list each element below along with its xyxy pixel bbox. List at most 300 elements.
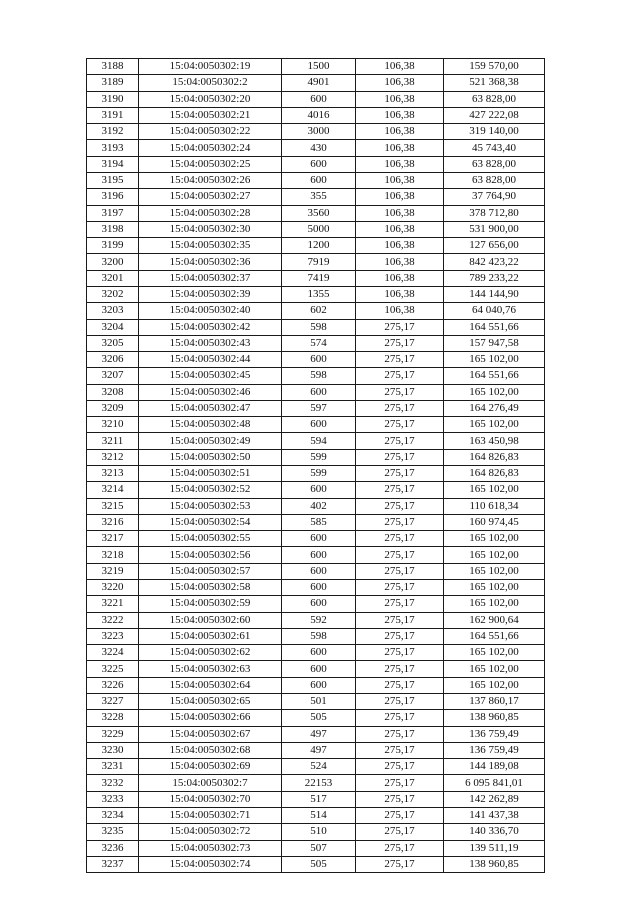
table-row — [87, 335, 545, 351]
cadastral-number-cell: 15:04:0050302:47 — [139, 400, 282, 416]
table-row — [87, 449, 545, 465]
table-row — [87, 628, 545, 644]
unit-value-cell: 275,17 — [356, 466, 444, 482]
cadastral-value-cell: 63 828,00 — [444, 156, 545, 172]
unit-value-cell: 275,17 — [356, 726, 444, 742]
unit-value-cell: 106,38 — [356, 205, 444, 221]
unit-value-cell: 275,17 — [356, 775, 444, 791]
cadastral-value-cell: 531 900,00 — [444, 221, 545, 237]
cadastral-value-cell: 165 102,00 — [444, 352, 545, 368]
unit-value-cell: 106,38 — [356, 107, 444, 123]
area-cell: 600 — [282, 91, 356, 107]
table-row — [87, 303, 545, 319]
table-row — [87, 563, 545, 579]
row-number-cell: 3236 — [87, 840, 139, 856]
cadastral-number-cell: 15:04:0050302:58 — [139, 580, 282, 596]
cadastral-number-cell: 15:04:0050302:44 — [139, 352, 282, 368]
area-cell: 3000 — [282, 124, 356, 140]
row-number-cell: 3217 — [87, 531, 139, 547]
unit-value-cell: 106,38 — [356, 91, 444, 107]
row-number-cell: 3207 — [87, 368, 139, 384]
table-row — [87, 580, 545, 596]
unit-value-cell: 275,17 — [356, 563, 444, 579]
cadastral-value-cell: 142 262,89 — [444, 791, 545, 807]
cadastral-number-cell: 15:04:0050302:40 — [139, 303, 282, 319]
area-cell: 7419 — [282, 270, 356, 286]
area-cell: 598 — [282, 628, 356, 644]
cadastral-number-cell: 15:04:0050302:30 — [139, 221, 282, 237]
area-cell: 600 — [282, 677, 356, 693]
cadastral-value-cell: 159 570,00 — [444, 59, 545, 75]
unit-value-cell: 275,17 — [356, 645, 444, 661]
unit-value-cell: 275,17 — [356, 661, 444, 677]
cadastral-number-cell: 15:04:0050302:35 — [139, 238, 282, 254]
cadastral-value-cell: 110 618,34 — [444, 498, 545, 514]
area-cell: 510 — [282, 824, 356, 840]
cadastral-value-cell: 64 040,76 — [444, 303, 545, 319]
row-number-cell: 3216 — [87, 514, 139, 530]
row-number-cell: 3233 — [87, 791, 139, 807]
cadastral-number-cell: 15:04:0050302:24 — [139, 140, 282, 156]
row-number-cell: 3235 — [87, 824, 139, 840]
area-cell: 600 — [282, 563, 356, 579]
row-number-cell: 3189 — [87, 75, 139, 91]
unit-value-cell: 106,38 — [356, 59, 444, 75]
area-cell: 4016 — [282, 107, 356, 123]
area-cell: 22153 — [282, 775, 356, 791]
cadastral-number-cell: 15:04:0050302:50 — [139, 449, 282, 465]
unit-value-cell: 106,38 — [356, 156, 444, 172]
cadastral-value-cell: 319 140,00 — [444, 124, 545, 140]
table-row — [87, 742, 545, 758]
row-number-cell: 3190 — [87, 91, 139, 107]
cadastral-value-cell: 378 712,80 — [444, 205, 545, 221]
cadastral-value-cell: 165 102,00 — [444, 645, 545, 661]
unit-value-cell: 275,17 — [356, 384, 444, 400]
unit-value-cell: 275,17 — [356, 628, 444, 644]
unit-value-cell: 275,17 — [356, 547, 444, 563]
cadastral-value-cell: 165 102,00 — [444, 661, 545, 677]
table-row — [87, 221, 545, 237]
cadastral-number-cell: 15:04:0050302:37 — [139, 270, 282, 286]
row-number-cell: 3202 — [87, 286, 139, 302]
cadastral-number-cell: 15:04:0050302:19 — [139, 59, 282, 75]
cadastral-value-cell: 164 826,83 — [444, 466, 545, 482]
area-cell: 430 — [282, 140, 356, 156]
row-number-cell: 3223 — [87, 628, 139, 644]
area-cell: 5000 — [282, 221, 356, 237]
area-cell: 598 — [282, 368, 356, 384]
cadastral-number-cell: 15:04:0050302:74 — [139, 856, 282, 872]
table-row — [87, 172, 545, 188]
table-row — [87, 661, 545, 677]
table-row — [87, 368, 545, 384]
unit-value-cell: 275,17 — [356, 482, 444, 498]
cadastral-number-cell: 15:04:0050302:22 — [139, 124, 282, 140]
cadastral-number-cell: 15:04:0050302:69 — [139, 759, 282, 775]
cadastral-value-cell: 136 759,49 — [444, 742, 545, 758]
unit-value-cell: 275,17 — [356, 531, 444, 547]
row-number-cell: 3214 — [87, 482, 139, 498]
unit-value-cell: 106,38 — [356, 270, 444, 286]
area-cell: 3560 — [282, 205, 356, 221]
cadastral-value-cell: 45 743,40 — [444, 140, 545, 156]
unit-value-cell: 275,17 — [356, 596, 444, 612]
unit-value-cell: 275,17 — [356, 352, 444, 368]
cadastral-number-cell: 15:04:0050302:71 — [139, 807, 282, 823]
table-body — [87, 59, 545, 873]
row-number-cell: 3213 — [87, 466, 139, 482]
table-row — [87, 319, 545, 335]
cadastral-value-cell: 164 276,49 — [444, 400, 545, 416]
cadastral-value-cell: 160 974,45 — [444, 514, 545, 530]
cadastral-number-cell: 15:04:0050302:66 — [139, 710, 282, 726]
table-row — [87, 856, 545, 872]
cadastral-value-cell: 842 423,22 — [444, 254, 545, 270]
cadastral-number-cell: 15:04:0050302:42 — [139, 319, 282, 335]
table-row — [87, 514, 545, 530]
cadastral-number-cell: 15:04:0050302:63 — [139, 661, 282, 677]
table-row — [87, 677, 545, 693]
unit-value-cell: 275,17 — [356, 710, 444, 726]
unit-value-cell: 275,17 — [356, 791, 444, 807]
table-row — [87, 710, 545, 726]
table-row — [87, 254, 545, 270]
cadastral-number-cell: 15:04:0050302:68 — [139, 742, 282, 758]
area-cell: 600 — [282, 547, 356, 563]
unit-value-cell: 275,17 — [356, 807, 444, 823]
cadastral-value-cell: 165 102,00 — [444, 417, 545, 433]
area-cell: 7919 — [282, 254, 356, 270]
unit-value-cell: 275,17 — [356, 856, 444, 872]
row-number-cell: 3192 — [87, 124, 139, 140]
table-row — [87, 286, 545, 302]
cadastral-value-cell: 164 551,66 — [444, 368, 545, 384]
cadastral-value-cell: 127 656,00 — [444, 238, 545, 254]
area-cell: 594 — [282, 433, 356, 449]
area-cell: 517 — [282, 791, 356, 807]
table-row — [87, 124, 545, 140]
unit-value-cell: 106,38 — [356, 254, 444, 270]
row-number-cell: 3212 — [87, 449, 139, 465]
row-number-cell: 3219 — [87, 563, 139, 579]
unit-value-cell: 106,38 — [356, 172, 444, 188]
area-cell: 600 — [282, 417, 356, 433]
cadastral-value-cell: 427 222,08 — [444, 107, 545, 123]
table-row — [87, 645, 545, 661]
area-cell: 1355 — [282, 286, 356, 302]
row-number-cell: 3220 — [87, 580, 139, 596]
table-row — [87, 482, 545, 498]
unit-value-cell: 106,38 — [356, 221, 444, 237]
cadastral-number-cell: 15:04:0050302:27 — [139, 189, 282, 205]
table-row — [87, 107, 545, 123]
cadastral-value-cell: 789 233,22 — [444, 270, 545, 286]
unit-value-cell: 275,17 — [356, 433, 444, 449]
cadastral-number-cell: 15:04:0050302:2 — [139, 75, 282, 91]
unit-value-cell: 275,17 — [356, 319, 444, 335]
unit-value-cell: 275,17 — [356, 514, 444, 530]
table-row — [87, 824, 545, 840]
area-cell: 597 — [282, 400, 356, 416]
area-cell: 600 — [282, 482, 356, 498]
table-row — [87, 466, 545, 482]
cadastral-number-cell: 15:04:0050302:51 — [139, 466, 282, 482]
row-number-cell: 3218 — [87, 547, 139, 563]
area-cell: 4901 — [282, 75, 356, 91]
cadastral-number-cell: 15:04:0050302:55 — [139, 531, 282, 547]
area-cell: 592 — [282, 612, 356, 628]
row-number-cell: 3196 — [87, 189, 139, 205]
row-number-cell: 3210 — [87, 417, 139, 433]
cadastral-value-cell: 165 102,00 — [444, 677, 545, 693]
row-number-cell: 3224 — [87, 645, 139, 661]
cadastral-number-cell: 15:04:0050302:26 — [139, 172, 282, 188]
row-number-cell: 3221 — [87, 596, 139, 612]
area-cell: 501 — [282, 693, 356, 709]
table-row — [87, 612, 545, 628]
unit-value-cell: 275,17 — [356, 580, 444, 596]
table-row — [87, 498, 545, 514]
area-cell: 600 — [282, 661, 356, 677]
row-number-cell: 3222 — [87, 612, 139, 628]
cadastral-value-cell: 144 144,90 — [444, 286, 545, 302]
row-number-cell: 3200 — [87, 254, 139, 270]
unit-value-cell: 275,17 — [356, 693, 444, 709]
table-row — [87, 238, 545, 254]
row-number-cell: 3206 — [87, 352, 139, 368]
row-number-cell: 3188 — [87, 59, 139, 75]
unit-value-cell: 275,17 — [356, 840, 444, 856]
area-cell: 402 — [282, 498, 356, 514]
cadastral-number-cell: 15:04:0050302:70 — [139, 791, 282, 807]
table-row — [87, 759, 545, 775]
area-cell: 505 — [282, 710, 356, 726]
row-number-cell: 3195 — [87, 172, 139, 188]
cadastral-value-cell: 164 551,66 — [444, 628, 545, 644]
unit-value-cell: 275,17 — [356, 824, 444, 840]
table-row — [87, 596, 545, 612]
cadastral-number-cell: 15:04:0050302:67 — [139, 726, 282, 742]
area-cell: 1500 — [282, 59, 356, 75]
row-number-cell: 3226 — [87, 677, 139, 693]
row-number-cell: 3194 — [87, 156, 139, 172]
cadastral-value-cell: 163 450,98 — [444, 433, 545, 449]
table-row — [87, 417, 545, 433]
row-number-cell: 3231 — [87, 759, 139, 775]
area-cell: 1200 — [282, 238, 356, 254]
cadastral-value-cell: 138 960,85 — [444, 710, 545, 726]
cadastral-number-cell: 15:04:0050302:45 — [139, 368, 282, 384]
row-number-cell: 3204 — [87, 319, 139, 335]
cadastral-number-cell: 15:04:0050302:72 — [139, 824, 282, 840]
cadastral-number-cell: 15:04:0050302:20 — [139, 91, 282, 107]
row-number-cell: 3198 — [87, 221, 139, 237]
cadastral-value-cell: 165 102,00 — [444, 580, 545, 596]
cadastral-value-cell: 140 336,70 — [444, 824, 545, 840]
cadastral-number-cell: 15:04:0050302:62 — [139, 645, 282, 661]
area-cell: 599 — [282, 466, 356, 482]
table-row — [87, 775, 545, 791]
unit-value-cell: 275,17 — [356, 759, 444, 775]
cadastral-number-cell: 15:04:0050302:36 — [139, 254, 282, 270]
cadastral-number-cell: 15:04:0050302:39 — [139, 286, 282, 302]
cadastral-value-cell: 139 511,19 — [444, 840, 545, 856]
row-number-cell: 3215 — [87, 498, 139, 514]
area-cell: 602 — [282, 303, 356, 319]
area-cell: 600 — [282, 352, 356, 368]
cadastral-number-cell: 15:04:0050302:57 — [139, 563, 282, 579]
cadastral-value-cell: 63 828,00 — [444, 172, 545, 188]
cadastral-number-cell: 15:04:0050302:65 — [139, 693, 282, 709]
row-number-cell: 3197 — [87, 205, 139, 221]
area-cell: 507 — [282, 840, 356, 856]
cadastral-value-cell: 144 189,08 — [444, 759, 545, 775]
cadastral-value-cell: 137 860,17 — [444, 693, 545, 709]
cadastral-number-cell: 15:04:0050302:56 — [139, 547, 282, 563]
row-number-cell: 3237 — [87, 856, 139, 872]
unit-value-cell: 106,38 — [356, 303, 444, 319]
table-row — [87, 91, 545, 107]
cadastral-number-cell: 15:04:0050302:52 — [139, 482, 282, 498]
cadastral-value-cell: 63 828,00 — [444, 91, 545, 107]
cadastral-value-cell: 165 102,00 — [444, 563, 545, 579]
row-number-cell: 3193 — [87, 140, 139, 156]
table-row — [87, 400, 545, 416]
cadastral-number-cell: 15:04:0050302:21 — [139, 107, 282, 123]
unit-value-cell: 275,17 — [356, 368, 444, 384]
cadastral-number-cell: 15:04:0050302:48 — [139, 417, 282, 433]
row-number-cell: 3201 — [87, 270, 139, 286]
cadastral-number-cell: 15:04:0050302:46 — [139, 384, 282, 400]
cadastral-value-cell: 164 551,66 — [444, 319, 545, 335]
row-number-cell: 3208 — [87, 384, 139, 400]
document-page — [86, 58, 545, 873]
table-row — [87, 352, 545, 368]
unit-value-cell: 275,17 — [356, 417, 444, 433]
row-number-cell: 3228 — [87, 710, 139, 726]
row-number-cell: 3227 — [87, 693, 139, 709]
cadastral-number-cell: 15:04:0050302:64 — [139, 677, 282, 693]
cadastral-number-cell: 15:04:0050302:7 — [139, 775, 282, 791]
row-number-cell: 3205 — [87, 335, 139, 351]
table-row — [87, 547, 545, 563]
cadastral-value-cell: 164 826,83 — [444, 449, 545, 465]
table-row — [87, 270, 545, 286]
row-number-cell: 3230 — [87, 742, 139, 758]
table-row — [87, 531, 545, 547]
cadastral-number-cell: 15:04:0050302:61 — [139, 628, 282, 644]
cadastral-value-cell: 165 102,00 — [444, 482, 545, 498]
area-cell: 585 — [282, 514, 356, 530]
cadastral-value-cell: 6 095 841,01 — [444, 775, 545, 791]
row-number-cell: 3229 — [87, 726, 139, 742]
row-number-cell: 3191 — [87, 107, 139, 123]
row-number-cell: 3199 — [87, 238, 139, 254]
unit-value-cell: 275,17 — [356, 335, 444, 351]
area-cell: 514 — [282, 807, 356, 823]
row-number-cell: 3232 — [87, 775, 139, 791]
unit-value-cell: 275,17 — [356, 677, 444, 693]
unit-value-cell: 275,17 — [356, 612, 444, 628]
area-cell: 600 — [282, 172, 356, 188]
unit-value-cell: 275,17 — [356, 449, 444, 465]
area-cell: 600 — [282, 156, 356, 172]
row-number-cell: 3203 — [87, 303, 139, 319]
cadastral-number-cell: 15:04:0050302:73 — [139, 840, 282, 856]
row-number-cell: 3211 — [87, 433, 139, 449]
cadastral-number-cell: 15:04:0050302:60 — [139, 612, 282, 628]
area-cell: 355 — [282, 189, 356, 205]
area-cell: 599 — [282, 449, 356, 465]
unit-value-cell: 106,38 — [356, 189, 444, 205]
cadastral-value-cell: 138 960,85 — [444, 856, 545, 872]
cadastral-number-cell: 15:04:0050302:43 — [139, 335, 282, 351]
area-cell: 598 — [282, 319, 356, 335]
cadastral-value-cell: 157 947,58 — [444, 335, 545, 351]
table-row — [87, 807, 545, 823]
cadastral-number-cell: 15:04:0050302:59 — [139, 596, 282, 612]
table-row — [87, 726, 545, 742]
row-number-cell: 3209 — [87, 400, 139, 416]
table-row — [87, 59, 545, 75]
area-cell: 497 — [282, 726, 356, 742]
cadastral-value-cell: 162 900,64 — [444, 612, 545, 628]
area-cell: 497 — [282, 742, 356, 758]
cadastral-value-cell: 165 102,00 — [444, 531, 545, 547]
cadastral-value-cell: 37 764,90 — [444, 189, 545, 205]
area-cell: 600 — [282, 596, 356, 612]
table-row — [87, 693, 545, 709]
table-row — [87, 205, 545, 221]
unit-value-cell: 106,38 — [356, 75, 444, 91]
cadastral-value-table — [86, 58, 545, 873]
table-row — [87, 384, 545, 400]
area-cell: 574 — [282, 335, 356, 351]
unit-value-cell: 106,38 — [356, 238, 444, 254]
cadastral-number-cell: 15:04:0050302:53 — [139, 498, 282, 514]
unit-value-cell: 106,38 — [356, 286, 444, 302]
table-row — [87, 433, 545, 449]
area-cell: 600 — [282, 384, 356, 400]
cadastral-value-cell: 165 102,00 — [444, 384, 545, 400]
table-row — [87, 75, 545, 91]
table-row — [87, 840, 545, 856]
cadastral-number-cell: 15:04:0050302:54 — [139, 514, 282, 530]
area-cell: 600 — [282, 531, 356, 547]
cadastral-value-cell: 165 102,00 — [444, 596, 545, 612]
cadastral-number-cell: 15:04:0050302:25 — [139, 156, 282, 172]
table-row — [87, 140, 545, 156]
unit-value-cell: 106,38 — [356, 140, 444, 156]
cadastral-value-cell: 141 437,38 — [444, 807, 545, 823]
cadastral-number-cell: 15:04:0050302:28 — [139, 205, 282, 221]
area-cell: 505 — [282, 856, 356, 872]
row-number-cell: 3234 — [87, 807, 139, 823]
area-cell: 524 — [282, 759, 356, 775]
area-cell: 600 — [282, 645, 356, 661]
unit-value-cell: 106,38 — [356, 124, 444, 140]
row-number-cell: 3225 — [87, 661, 139, 677]
cadastral-number-cell: 15:04:0050302:49 — [139, 433, 282, 449]
cadastral-value-cell: 165 102,00 — [444, 547, 545, 563]
unit-value-cell: 275,17 — [356, 498, 444, 514]
table-row — [87, 156, 545, 172]
cadastral-value-cell: 521 368,38 — [444, 75, 545, 91]
cadastral-value-cell: 136 759,49 — [444, 726, 545, 742]
area-cell: 600 — [282, 580, 356, 596]
table-row — [87, 189, 545, 205]
